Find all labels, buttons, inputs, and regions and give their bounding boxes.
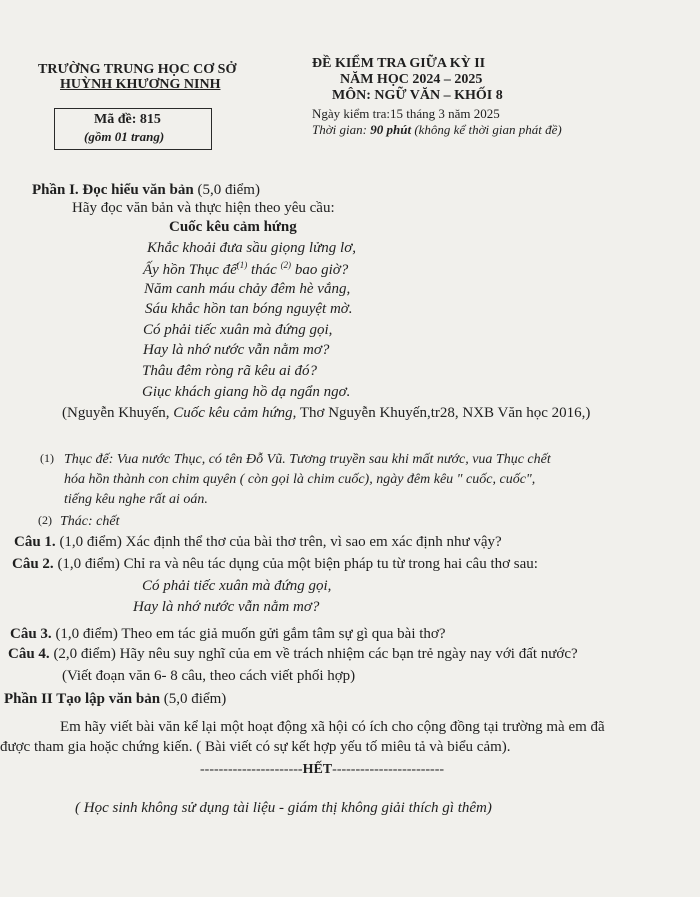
- school-name-line1: TRƯỜNG TRUNG HỌC CƠ SỞ: [38, 62, 237, 77]
- question-1-label: Câu 1.: [14, 534, 56, 550]
- footnote-2-mark: (2): [38, 513, 52, 527]
- poem-line-6: Hay là nhớ nước vẫn nằm mơ?: [143, 342, 330, 358]
- time-label: Thời gian:: [312, 122, 371, 137]
- time-note: (không kể thời gian phát đề): [411, 122, 562, 137]
- footnote-1-line-2: hóa hồn thành con chim quyên ( còn gọi là chim cuốc), ngày đêm kêu " cuốc, cuốc",: [64, 472, 536, 487]
- school-year: NĂM HỌC 2024 – 2025: [340, 72, 483, 87]
- question-3-text: (1,0 điểm) Theo em tác giả muốn gửi gắm tâm sự gì qua bài thơ?: [51, 626, 446, 642]
- source-prefix: (Nguyễn Khuyến,: [62, 405, 174, 421]
- exam-title: ĐỀ KIỂM TRA GIỮA KỲ II: [312, 56, 486, 71]
- footnote-2: Thác: chết: [60, 514, 120, 529]
- question-1-text: (1,0 điểm) Xác định thể thơ của bài thơ trên, vì sao em xác định như vậy?: [55, 534, 502, 550]
- footnote-1-line-1: Thục đế: Vua nước Thục, có tên Đỗ Vũ. Tương truyền sau khi mất nước, vua Thục chết: [64, 452, 551, 467]
- part2-title: Phần II Tạo lập văn bản: [4, 691, 161, 707]
- question-2: [12, 556, 538, 573]
- part1-title: Phần I. Đọc hiểu văn bản: [32, 182, 194, 198]
- poem-line-1: Khắc khoải đưa sầu giọng lửng lơ,: [147, 240, 356, 256]
- poem-line-2: [143, 260, 348, 279]
- poem-line-5: Có phải tiếc xuân mà đứng gọi,: [143, 322, 333, 338]
- source-title: Cuốc kêu cảm hứng: [173, 405, 293, 421]
- q2-quote-line-2: Hay là nhớ nước vẫn nằm mơ?: [133, 599, 320, 615]
- end-dashes-right: ------------------------: [332, 762, 445, 777]
- footnote-1-mark: (1): [40, 451, 54, 465]
- end-text: HẾT: [302, 762, 333, 777]
- footnote-ref-2: (2): [280, 260, 292, 270]
- footnote-1-line-3: tiếng kêu nghe rất ai oán.: [64, 492, 208, 507]
- question-2-label: Câu 2.: [12, 556, 54, 572]
- question-3-label: Câu 3.: [10, 626, 52, 642]
- part2-points: (5,0 điểm): [160, 691, 227, 707]
- question-4-text: (2,0 điểm) Hãy nêu suy nghĩ của em về trách nhiệm các bạn trẻ ngày nay với đất nước?: [49, 646, 578, 662]
- question-4: [8, 646, 578, 663]
- poem-line-7: Thâu đêm ròng rã kêu ai đó?: [142, 363, 317, 379]
- end-marker: [200, 762, 444, 778]
- school-name-line2: HUỲNH KHƯƠNG NINH: [60, 77, 221, 92]
- poem-line-8: Giục khách giang hồ dạ ngẩn ngơ.: [142, 384, 351, 400]
- footer-note: ( Học sinh không sử dụng tài liệu - giám thị không giải thích gì thêm): [75, 800, 492, 816]
- source-suffix: , Thơ Nguyễn Khuyến,tr28, NXB Văn học 2016,): [292, 405, 591, 421]
- footnote-ref-1: (1): [236, 260, 248, 270]
- poem-line-3: Năm canh máu chảy đêm hè vắng,: [144, 281, 351, 297]
- part1-instruction: Hãy đọc văn bản và thực hiện theo yêu cầu:: [72, 200, 335, 216]
- subject: MÔN: NGỮ VĂN – KHỐI 8: [332, 88, 503, 103]
- exam-date: Ngày kiểm tra:15 tháng 3 năm 2025: [312, 106, 500, 121]
- part1-heading: [32, 182, 260, 199]
- question-1: [14, 534, 502, 551]
- question-3: [10, 626, 446, 643]
- page-count: (gồm 01 trang): [84, 129, 165, 144]
- poem-title: Cuốc kêu cảm hứng: [169, 219, 297, 235]
- time-value: 90 phút: [370, 122, 412, 137]
- part2-heading: [4, 691, 226, 708]
- end-dashes-left: ----------------------: [200, 762, 303, 777]
- poem-line-4: Sáu khắc hồn tan bóng nguyệt mờ.: [145, 301, 353, 317]
- question-4-label: Câu 4.: [8, 646, 50, 662]
- part2-line-1: Em hãy viết bài văn kể lại một hoạt động xã hội có ích cho cộng đồng tại trường mà em đã: [60, 719, 605, 735]
- poem-line-2-mid: thác: [247, 262, 281, 278]
- poem-line-2-start: Ấy hồn Thục đế: [143, 262, 237, 278]
- exam-time: [312, 122, 562, 138]
- question-4-note: (Viết đoạn văn 6- 8 câu, theo cách viết phối hợp): [62, 668, 356, 684]
- part2-line-2: được tham gia hoặc chứng kiến. ( Bài viết có sự kết hợp yếu tố miêu tả và biểu cảm).: [0, 739, 511, 755]
- q2-quote-line-1: Có phải tiếc xuân mà đứng gọi,: [142, 578, 332, 594]
- part1-points: (5,0 điểm): [193, 182, 260, 198]
- question-2-text: (1,0 điểm) Chỉ ra và nêu tác dụng của một biện pháp tu từ trong hai câu thơ sau:: [53, 556, 538, 572]
- poem-source: [62, 405, 590, 422]
- exam-code: Mã đề: 815: [94, 112, 161, 127]
- poem-line-2-end: bao giờ?: [291, 262, 349, 278]
